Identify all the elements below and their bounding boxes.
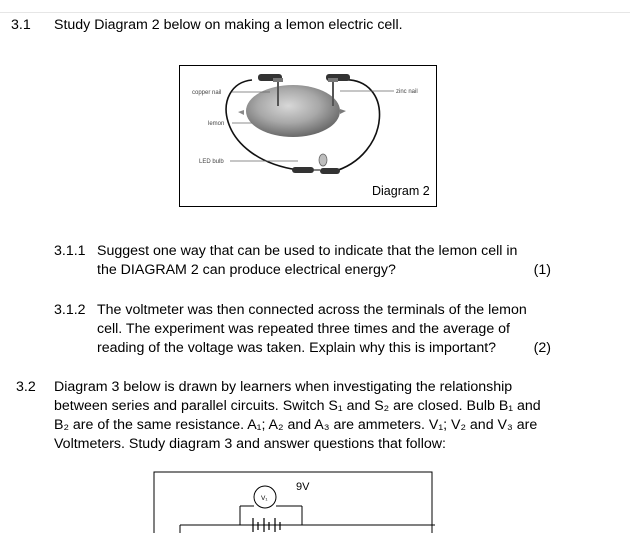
diagram-3-circuit xyxy=(150,468,435,533)
question-3-1-1-line1: Suggest one way that can be used to indicate that the lemon cell in xyxy=(97,243,518,259)
question-3-1-2-line2: cell. The experiment was repeated three times and the average of xyxy=(97,321,510,337)
question-3-1-2-line3: reading of the voltage was taken. Explain why this is important? xyxy=(97,340,497,356)
question-3-2-line3: B₂ are of the same resistance. A₁; A₂ and A₃ are ammeters. V₁; V₂ and V₃ are xyxy=(54,417,538,433)
question-3-2-line2: between series and parallel circuits. Switch S₁ and S₂ are closed. Bulb B₁ and xyxy=(54,398,541,414)
label-led-bulb: LED bulb xyxy=(199,159,224,165)
lemon xyxy=(246,85,340,137)
question-3-1-1-number: 3.1.1 xyxy=(54,243,86,259)
question-3-2-number: 3.2 xyxy=(16,379,36,395)
voltmeter-v1-label: V₁ xyxy=(261,495,268,502)
question-3-2-line1: Diagram 3 below is drawn by learners when investigating the relationship xyxy=(54,379,513,395)
diagram-3-frame xyxy=(154,472,432,533)
question-3-2-line4: Voltmeters. Study diagram 3 and answer questions that follow: xyxy=(54,436,446,452)
label-zinc-nail: zinc nail xyxy=(396,89,418,95)
question-3-1-1-line2: the DIAGRAM 2 can produce electrical energy? xyxy=(97,262,396,278)
question-3-1-text: Study Diagram 2 below on making a lemon electric cell. xyxy=(54,17,403,33)
wire-right xyxy=(332,80,380,172)
label-lemon: lemon xyxy=(208,121,225,127)
question-3-1-2-mark: (2) xyxy=(533,340,551,356)
diagram-2-caption: Diagram 2 xyxy=(372,184,430,198)
question-3-1-1-mark: (1) xyxy=(533,262,551,278)
battery-label: 9V xyxy=(296,481,310,493)
question-3-1-2-line1: The voltmeter was then connected across the terminals of the lemon xyxy=(97,302,527,318)
page-top-rule xyxy=(0,12,630,13)
question-3-1-2-number: 3.1.2 xyxy=(54,302,86,318)
question-3-1-number: 3.1 xyxy=(11,17,31,33)
label-copper-nail: copper nail xyxy=(192,90,222,96)
diagram-2-lemon-cell xyxy=(179,65,437,207)
led-bulb xyxy=(319,154,327,166)
